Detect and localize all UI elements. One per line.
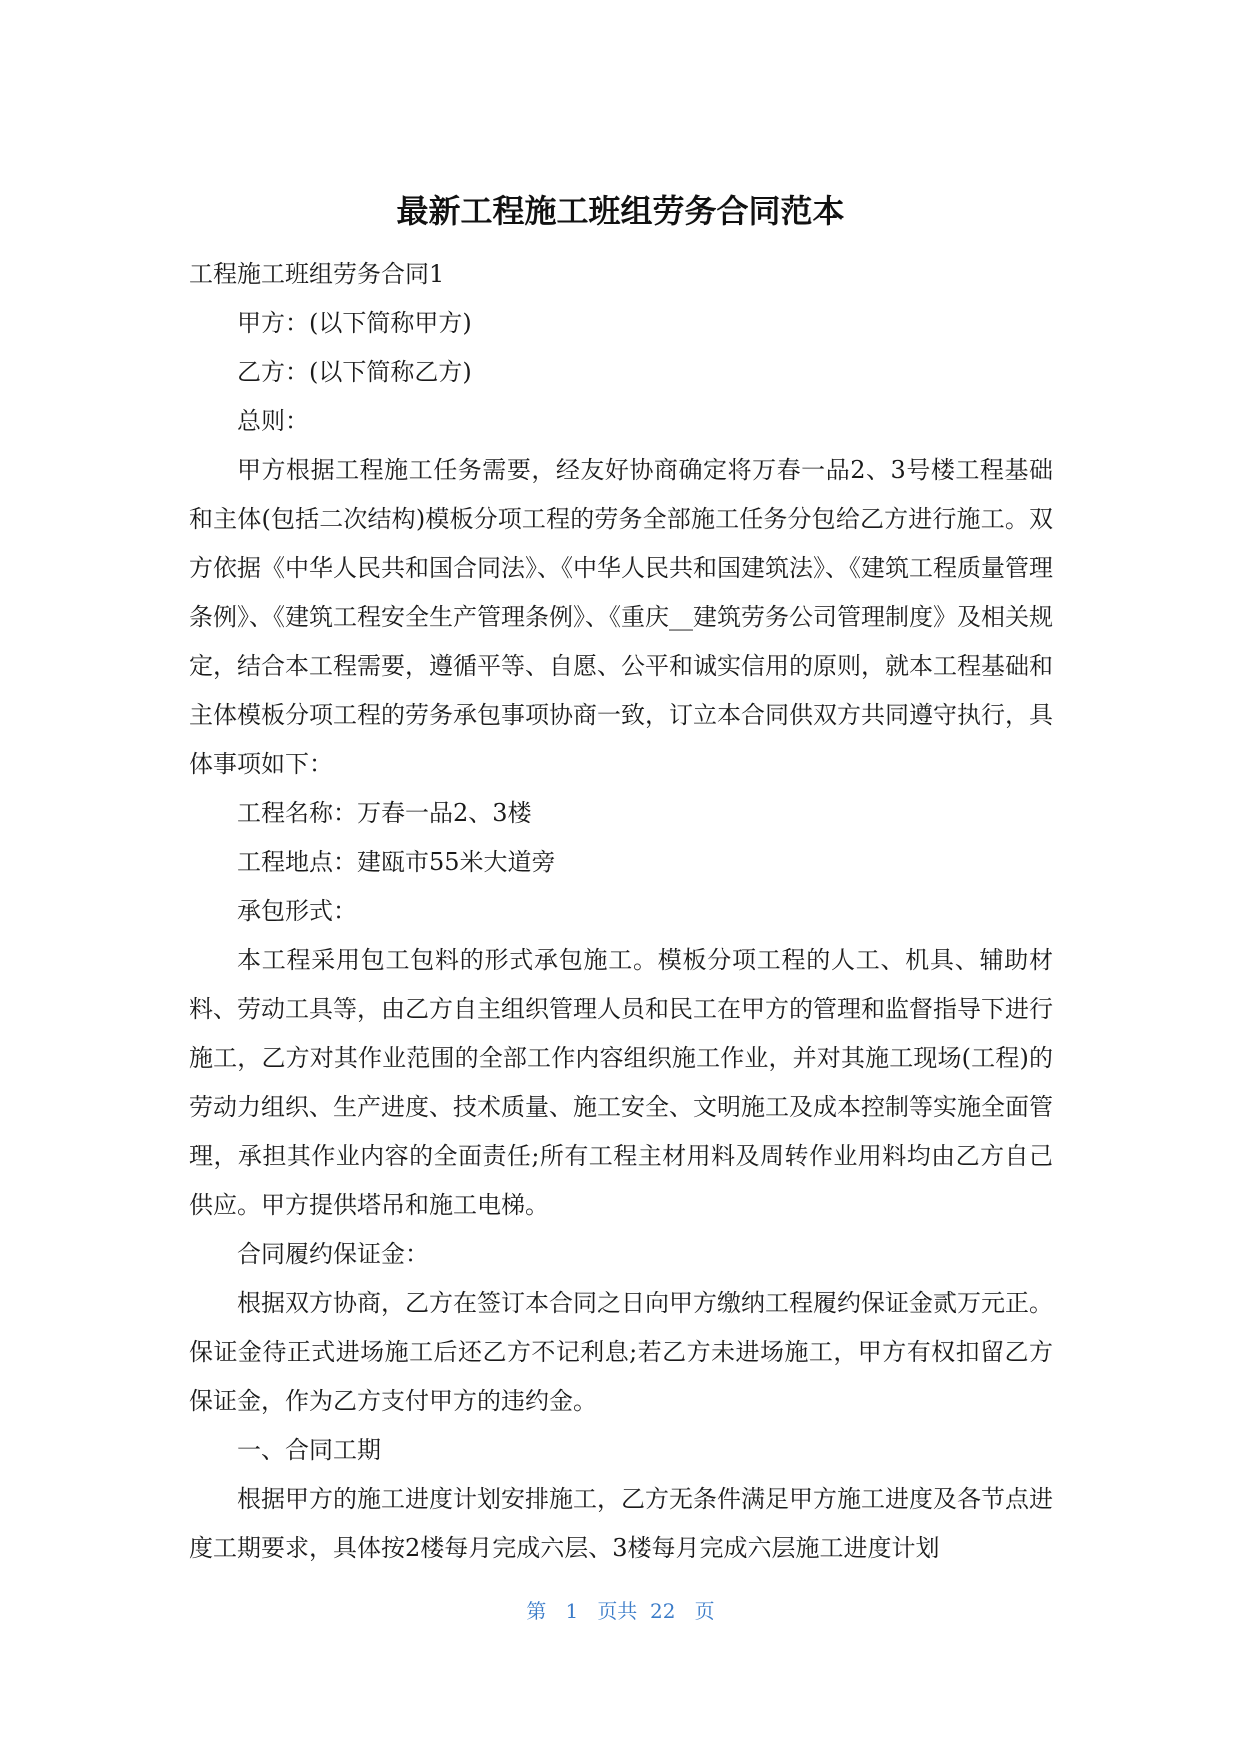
footer-mid: 页共 xyxy=(597,1599,638,1623)
document-body xyxy=(189,250,1053,1573)
contract-period-heading: 一、合同工期 xyxy=(237,1436,381,1464)
performance-bond-heading: 合同履约保证金： xyxy=(237,1240,429,1268)
contract-form-heading: 承包形式： xyxy=(237,897,357,925)
project-name-line: 工程名称：万春一品2、3楼 xyxy=(237,799,532,827)
party-b-line: 乙方：(以下简称乙方) xyxy=(237,358,472,386)
total-pages-number: 22 xyxy=(650,1599,676,1623)
footer-suffix: 页 xyxy=(694,1599,715,1623)
footer-prefix: 第 xyxy=(526,1599,547,1623)
general-provisions-heading: 总则： xyxy=(237,407,309,435)
project-location-line: 工程地点：建瓯市55米大道旁 xyxy=(237,848,556,876)
page-footer xyxy=(0,1596,1241,1626)
party-a-line: 甲方：(以下简称甲方) xyxy=(237,309,472,337)
paragraph-performance-bond: 根据双方协商，乙方在签订本合同之日向甲方缴纳工程履约保证金贰万元正。保证金待正式进场施工后还乙方不记利息;若乙方未进场施工，甲方有权扣留乙方保证金，作为乙方支付甲方的违约金。 xyxy=(189,1289,1053,1415)
paragraph-contract-form: 本工程采用包工包料的形式承包施工。模板分项工程的人工、机具、辅助材料、劳动工具等，由乙方自主组织管理人员和民工在甲方的管理和监督指导下进行施工，乙方对其作业范围的全部工作内容组织施工作业，并对其施工现场(工程)的劳动力组织、生产进度、技术质量、施工安全、文明施工及成本控制等实施全面管理，承担其作业内容的全面责任;所有工程主材用料及周转作业用料均由乙方自己供应。甲方提供塔吊和施工电梯。 xyxy=(189,946,1053,1219)
paragraph-contract-period: 根据甲方的施工进度计划安排施工，乙方无条件满足甲方施工进度及各节点进度工期要求，具体按2楼每月完成六层、3楼每月完成六层施工进度计划 xyxy=(189,1485,1053,1562)
section-heading: 工程施工班组劳务合同1 xyxy=(189,260,445,288)
paragraph-intro: 甲方根据工程施工任务需要，经友好协商确定将万春一品2、3号楼工程基础和主体(包括二次结构)模板分项工程的劳务全部施工任务分包给乙方进行施工。双方依据《中华人民共和国合同法》、《中华人民共和国建筑法》、《建筑工程质量管理条例》、《建筑工程安全生产管理条例》、《重庆__建筑劳务公司管理制度》及相关规定，结合本工程需要，遵循平等、自愿、公平和诚实信用的原则，就本工程基础和主体模板分项工程的劳务承包事项协商一致，订立本合同供双方共同遵守执行，具体事项如下： xyxy=(189,456,1053,778)
current-page-number: 1 xyxy=(565,1599,579,1623)
document-title: 最新工程施工班组劳务合同范本 xyxy=(396,192,845,230)
